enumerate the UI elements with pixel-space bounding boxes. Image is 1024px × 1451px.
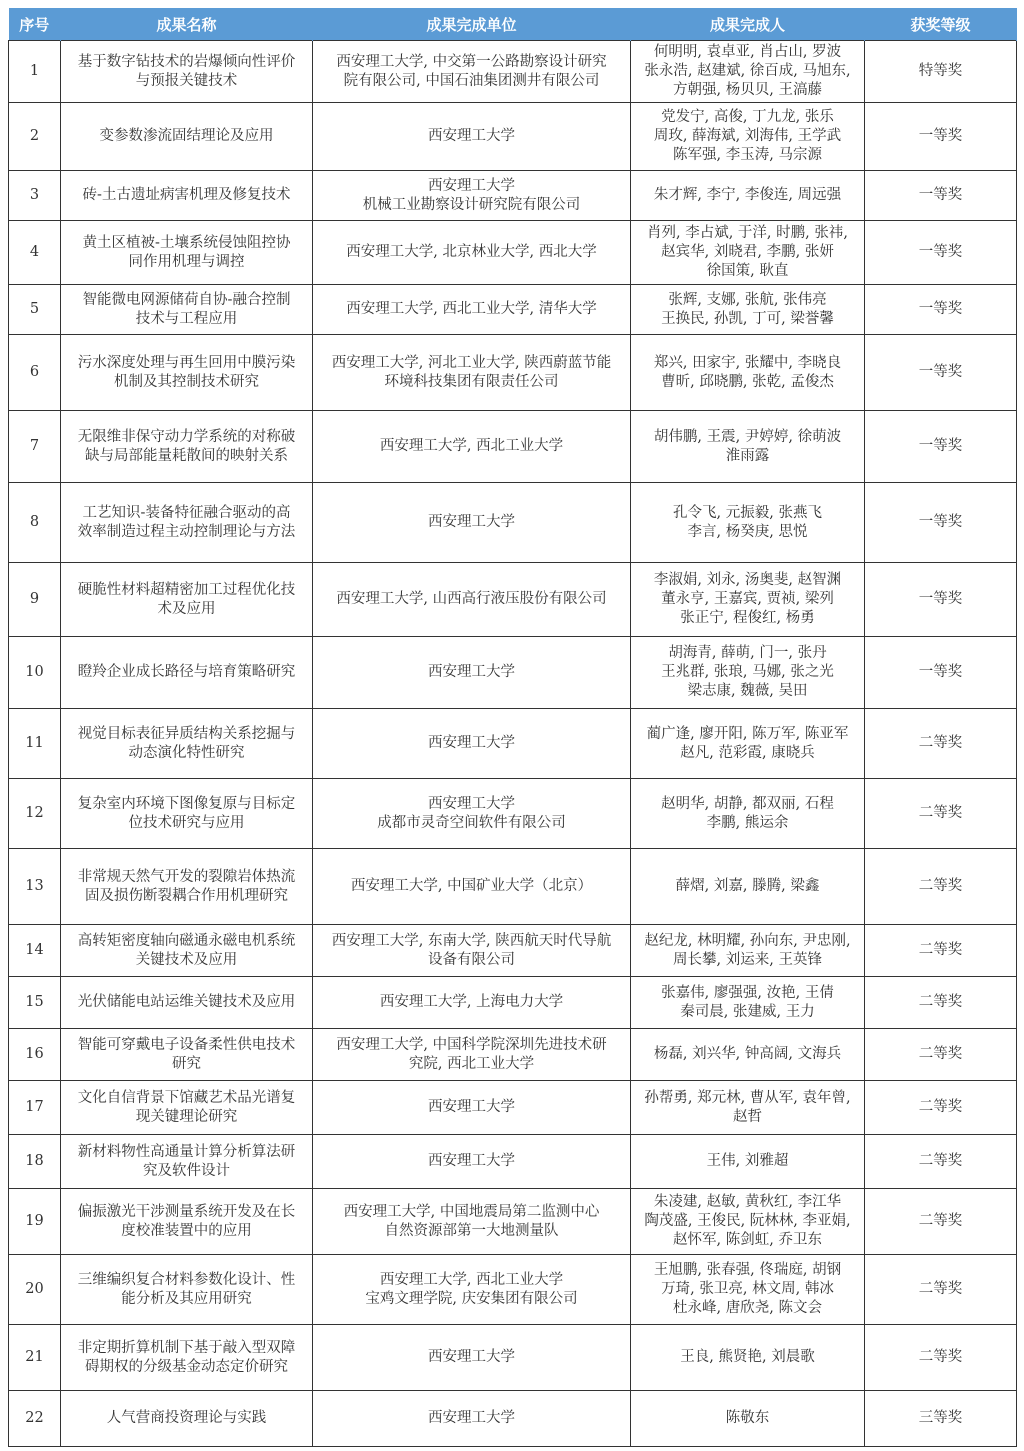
award-level: 二等奖: [865, 977, 1017, 1029]
completing-unit: 西安理工大学, 山西高行液压股份有限公司: [313, 563, 631, 637]
completing-unit: 西安理工大学, 上海电力大学: [313, 977, 631, 1029]
row-number: 4: [9, 221, 61, 285]
completing-people: 赵纪龙, 林明耀, 孙向东, 尹忠刚, 周长攀, 刘运来, 王英锋: [631, 925, 865, 977]
achievement-name: 复杂室内环境下图像复原与目标定 位技术研究与应用: [61, 779, 313, 849]
table-row: [9, 779, 1017, 849]
row-number: 21: [9, 1325, 61, 1391]
table-row: [9, 709, 1017, 779]
completing-unit: 西安理工大学: [313, 1325, 631, 1391]
award-level: 一等奖: [865, 103, 1017, 171]
row-number: 11: [9, 709, 61, 779]
completing-people: 薛熠, 刘嘉, 滕腾, 梁鑫: [631, 849, 865, 925]
completing-unit: 西安理工大学 机械工业勘察设计研究院有限公司: [313, 171, 631, 221]
award-level: 一等奖: [865, 411, 1017, 483]
row-number: 17: [9, 1081, 61, 1135]
table-row: [9, 1135, 1017, 1189]
header-award: 获奖等级: [865, 8, 1017, 41]
completing-unit: 西安理工大学: [313, 1081, 631, 1135]
row-number: 19: [9, 1189, 61, 1255]
table-row: [9, 41, 1017, 103]
row-number: 18: [9, 1135, 61, 1189]
row-number: 2: [9, 103, 61, 171]
row-number: 12: [9, 779, 61, 849]
row-number: 6: [9, 335, 61, 411]
row-number: 14: [9, 925, 61, 977]
table-row: [9, 411, 1017, 483]
table-row: [9, 637, 1017, 709]
award-level: 特等奖: [865, 41, 1017, 103]
completing-people: 蔺广逢, 廖开阳, 陈万军, 陈亚军 赵凡, 范彩霞, 康晓兵: [631, 709, 865, 779]
achievement-name: 智能微电网源储荷自协-融合控制 技术与工程应用: [61, 285, 313, 335]
table-row: [9, 103, 1017, 171]
award-level: 二等奖: [865, 925, 1017, 977]
award-level: 二等奖: [865, 1255, 1017, 1325]
row-number: 16: [9, 1029, 61, 1081]
award-level: 二等奖: [865, 1135, 1017, 1189]
achievement-name: 光伏储能电站运维关键技术及应用: [61, 977, 313, 1029]
achievement-name: 瞪羚企业成长路径与培育策略研究: [61, 637, 313, 709]
achievement-name: 变参数渗流固结理论及应用: [61, 103, 313, 171]
row-number: 22: [9, 1391, 61, 1447]
award-level: 二等奖: [865, 709, 1017, 779]
header-name: 成果名称: [61, 8, 313, 41]
achievement-name: 非定期折算机制下基于敲入型双障 碍期权的分级基金动态定价研究: [61, 1325, 313, 1391]
completing-people: 朱凌建, 赵敏, 黄秋红, 李江华 陶茂盛, 王俊民, 阮林林, 李亚娟, 赵怀军, 陈剑虹, 乔卫东: [631, 1189, 865, 1255]
table-row: [9, 1391, 1017, 1447]
achievement-name: 工艺知识-装备特征融合驱动的高 效率制造过程主动控制理论与方法: [61, 483, 313, 563]
table-row: [9, 335, 1017, 411]
row-number: 13: [9, 849, 61, 925]
awards-table: [8, 8, 1017, 1447]
completing-unit: 西安理工大学, 中国地震局第二监测中心 自然资源部第一大地测量队: [313, 1189, 631, 1255]
table-row: [9, 285, 1017, 335]
completing-unit: 西安理工大学: [313, 1391, 631, 1447]
table-row: [9, 1029, 1017, 1081]
achievement-name: 硬脆性材料超精密加工过程优化技 术及应用: [61, 563, 313, 637]
row-number: 3: [9, 171, 61, 221]
table-row: [9, 1189, 1017, 1255]
achievement-name: 新材料物性高通量计算分析算法研 究及软件设计: [61, 1135, 313, 1189]
completing-unit: 西安理工大学, 中交第一公路勘察设计研究 院有限公司, 中国石油集团测井有限公司: [313, 41, 631, 103]
row-number: 10: [9, 637, 61, 709]
table-row: [9, 925, 1017, 977]
award-level: 二等奖: [865, 849, 1017, 925]
achievement-name: 基于数字钻技术的岩爆倾向性评价 与预报关键技术: [61, 41, 313, 103]
completing-people: 王伟, 刘雅超: [631, 1135, 865, 1189]
achievement-name: 人气营商投资理论与实践: [61, 1391, 313, 1447]
row-number: 1: [9, 41, 61, 103]
award-level: 一等奖: [865, 221, 1017, 285]
completing-unit: 西安理工大学, 中国矿业大学（北京）: [313, 849, 631, 925]
completing-people: 孔令飞, 元振毅, 张燕飞 李言, 杨癸庚, 思悦: [631, 483, 865, 563]
completing-unit: 西安理工大学: [313, 103, 631, 171]
achievement-name: 智能可穿戴电子设备柔性供电技术 研究: [61, 1029, 313, 1081]
row-number: 7: [9, 411, 61, 483]
completing-people: 王旭鹏, 张春强, 佟瑞庭, 胡钢 万琦, 张卫亮, 林文周, 韩冰 杜永峰, 唐欣尧, 陈文会: [631, 1255, 865, 1325]
row-number: 5: [9, 285, 61, 335]
completing-people: 张嘉伟, 廖强强, 汝艳, 王倩 秦司晨, 张建威, 王力: [631, 977, 865, 1029]
table-row: [9, 1325, 1017, 1391]
table-row: [9, 171, 1017, 221]
achievement-name: 污水深度处理与再生回用中膜污染 机制及其控制技术研究: [61, 335, 313, 411]
completing-people: 胡海青, 薛萌, 门一, 张丹 王兆群, 张琅, 马娜, 张之光 梁志康, 魏薇, 吴田: [631, 637, 865, 709]
completing-people: 郑兴, 田家宇, 张耀中, 李晓良 曹昕, 邱晓鹏, 张乾, 孟俊杰: [631, 335, 865, 411]
completing-unit: 西安理工大学: [313, 483, 631, 563]
header-unit: 成果完成单位: [313, 8, 631, 41]
row-number: 8: [9, 483, 61, 563]
completing-people: 王良, 熊贤艳, 刘晨歌: [631, 1325, 865, 1391]
completing-people: 肖列, 李占斌, 于洋, 时鹏, 张祎, 赵宾华, 刘晓君, 李鹏, 张妍 徐国策, 耿直: [631, 221, 865, 285]
row-number: 15: [9, 977, 61, 1029]
table-row: [9, 977, 1017, 1029]
award-level: 二等奖: [865, 1029, 1017, 1081]
completing-people: 何明明, 袁卓亚, 肖占山, 罗波 张永浩, 赵建斌, 徐百成, 马旭东, 方朝强, 杨贝贝, 王滈藤: [631, 41, 865, 103]
completing-people: 朱才辉, 李宁, 李俊连, 周远强: [631, 171, 865, 221]
award-level: 一等奖: [865, 637, 1017, 709]
completing-unit: 西安理工大学, 河北工业大学, 陕西蔚蓝节能 环境科技集团有限责任公司: [313, 335, 631, 411]
achievement-name: 三维编织复合材料参数化设计、性 能分析及其应用研究: [61, 1255, 313, 1325]
table-row: [9, 1081, 1017, 1135]
award-level: 一等奖: [865, 483, 1017, 563]
header-no: 序号: [9, 8, 61, 41]
achievement-name: 无限维非保守动力学系统的对称破 缺与局部能量耗散间的映射关系: [61, 411, 313, 483]
completing-people: 陈敬东: [631, 1391, 865, 1447]
completing-unit: 西安理工大学, 西北工业大学, 清华大学: [313, 285, 631, 335]
completing-unit: 西安理工大学, 西北工业大学: [313, 411, 631, 483]
completing-unit: 西安理工大学: [313, 1135, 631, 1189]
table-row: [9, 221, 1017, 285]
table-row: [9, 1255, 1017, 1325]
completing-people: 赵明华, 胡静, 都双丽, 石程 李鹏, 熊运余: [631, 779, 865, 849]
award-level: 一等奖: [865, 171, 1017, 221]
table-row: [9, 849, 1017, 925]
award-level: 一等奖: [865, 285, 1017, 335]
completing-unit: 西安理工大学, 中国科学院深圳先进技术研 究院, 西北工业大学: [313, 1029, 631, 1081]
header-people: 成果完成人: [631, 8, 865, 41]
achievement-name: 视觉目标表征异质结构关系挖掘与 动态演化特性研究: [61, 709, 313, 779]
achievement-name: 砖-土古遗址病害机理及修复技术: [61, 171, 313, 221]
completing-people: 杨磊, 刘兴华, 钟高阔, 文海兵: [631, 1029, 865, 1081]
completing-unit: 西安理工大学, 西北工业大学 宝鸡文理学院, 庆安集团有限公司: [313, 1255, 631, 1325]
achievement-name: 非常规天然气开发的裂隙岩体热流 固及损伤断裂耦合作用机理研究: [61, 849, 313, 925]
award-level: 三等奖: [865, 1391, 1017, 1447]
award-level: 二等奖: [865, 1189, 1017, 1255]
completing-people: 孙帮勇, 郑元林, 曹从军, 袁年曾, 赵哲: [631, 1081, 865, 1135]
completing-unit: 西安理工大学: [313, 709, 631, 779]
award-level: 一等奖: [865, 335, 1017, 411]
achievement-name: 高转矩密度轴向磁通永磁电机系统 关键技术及应用: [61, 925, 313, 977]
completing-people: 张辉, 支娜, 张航, 张伟亮 王换民, 孙凯, 丁可, 梁誉馨: [631, 285, 865, 335]
completing-unit: 西安理工大学 成都市灵奇空间软件有限公司: [313, 779, 631, 849]
row-number: 9: [9, 563, 61, 637]
award-level: 二等奖: [865, 1081, 1017, 1135]
table-row: [9, 563, 1017, 637]
completing-people: 胡伟鹏, 王震, 尹婷婷, 徐萌波 淮雨露: [631, 411, 865, 483]
completing-unit: 西安理工大学: [313, 637, 631, 709]
completing-unit: 西安理工大学, 东南大学, 陕西航天时代导航 设备有限公司: [313, 925, 631, 977]
row-number: 20: [9, 1255, 61, 1325]
award-level: 一等奖: [865, 563, 1017, 637]
completing-people: 党发宁, 高俊, 丁九龙, 张乐 周玫, 薛海斌, 刘海伟, 王学武 陈军强, 李玉涛, 马宗源: [631, 103, 865, 171]
table-header-row: [9, 8, 1017, 41]
award-level: 二等奖: [865, 779, 1017, 849]
completing-people: 李淑娟, 刘永, 汤奥斐, 赵智渊 董永亨, 王嘉宾, 贾祯, 梁列 张正宁, 程俊红, 杨勇: [631, 563, 865, 637]
table-row: [9, 483, 1017, 563]
achievement-name: 黄土区植被-土壤系统侵蚀阻控协 同作用机理与调控: [61, 221, 313, 285]
achievement-name: 文化自信背景下馆藏艺术品光谱复 现关键理论研究: [61, 1081, 313, 1135]
completing-unit: 西安理工大学, 北京林业大学, 西北大学: [313, 221, 631, 285]
achievement-name: 偏振激光干涉测量系统开发及在长 度校准装置中的应用: [61, 1189, 313, 1255]
award-level: 二等奖: [865, 1325, 1017, 1391]
